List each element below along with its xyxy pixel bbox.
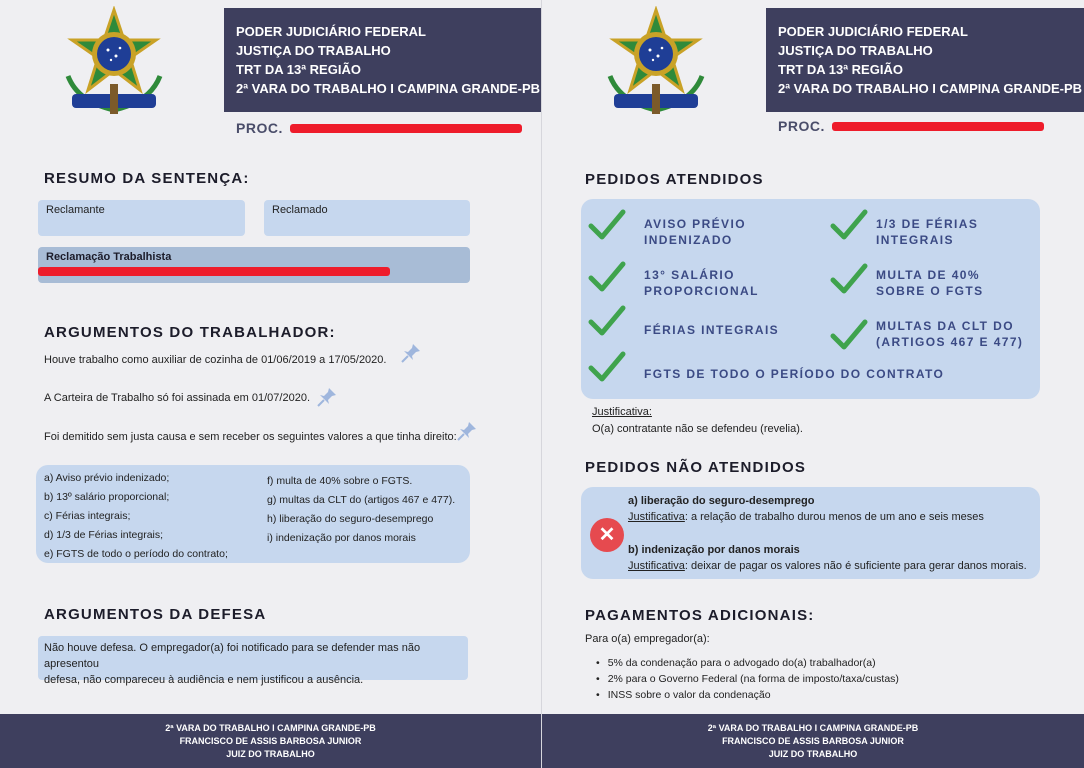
checkmark-icon: [588, 304, 626, 338]
checkmark-icon: [830, 318, 868, 352]
claim-item: b) 13º salário proporcional;: [44, 491, 170, 503]
header-line-4: 2ª VARA DO TRABALHO I CAMPINA GRANDE-PB: [778, 81, 1083, 96]
header-line-2: JUSTIÇA DO TRABALHO: [778, 43, 933, 58]
claim-item: a) Aviso prévio indenizado;: [44, 472, 170, 484]
case-type-field: [38, 247, 470, 283]
case-type-label: Reclamação Trabalhista: [46, 251, 172, 263]
granted-claim-line: 13° SALÁRIO: [644, 268, 735, 282]
granted-claim-line: SOBRE O FGTS: [876, 284, 984, 298]
claimant-label: Reclamante: [46, 204, 105, 216]
checkmark-icon: [588, 260, 626, 294]
justification-label: Justificativa:: [592, 406, 652, 418]
claim-item: d) 1/3 de Férias integrais;: [44, 529, 164, 541]
granted-claim-line: FGTS DE TODO O PERÍODO DO CONTRATO: [644, 367, 945, 381]
worker-arguments-title: ARGUMENTOS DO TRABALHADOR:: [44, 324, 336, 341]
claim-item: e) FGTS de todo o período do contrato;: [44, 548, 228, 560]
granted-claim-line: INDENIZADO: [644, 233, 733, 247]
footer-line-1: 2ª VARA DO TRABALHO I CAMPINA GRANDE-PB: [165, 723, 376, 733]
checkmark-icon: [588, 208, 626, 242]
justification-text: O(a) contratante não se defendeu (revelia).: [592, 423, 803, 435]
payment-item: • INSS sobre o valor da condenação: [596, 689, 771, 701]
granted-claim-label: [876, 267, 983, 299]
denied-claim-a-justification-label: Justificativa: [628, 511, 685, 523]
process-number-redaction: [832, 122, 1044, 131]
granted-claim-line: PROPORCIONAL: [644, 284, 759, 298]
denied-claim-b-title: b) indenização por danos morais: [628, 544, 800, 556]
pushpin-icon: [316, 386, 338, 408]
process-number-label: PROC.: [778, 118, 825, 134]
payments-intro: Para o(a) empregador(a):: [585, 633, 710, 645]
checkmark-icon: [830, 208, 868, 242]
footer-line-2: FRANCISCO DE ASSIS BARBOSA JUNIOR: [179, 736, 362, 746]
worker-argument-1: Houve trabalho como auxiliar de cozinha de 01/06/2019 a 17/05/2020.: [44, 354, 387, 366]
defense-text-line-2: defesa, não compareceu à audiência e nem justificou a ausência.: [44, 674, 364, 686]
additional-payments-title: PAGAMENTOS ADICIONAIS:: [585, 607, 815, 624]
footer: [542, 714, 1084, 768]
granted-claim-line: INTEGRAIS: [876, 233, 954, 247]
footer-line-1: 2ª VARA DO TRABALHO I CAMPINA GRANDE-PB: [707, 723, 919, 733]
granted-claim-line: (ARTIGOS 467 E 477): [876, 335, 1024, 349]
summary-title: RESUMO DA SENTENÇA:: [44, 170, 250, 187]
pushpin-icon: [456, 420, 478, 442]
granted-claim-label: [876, 318, 1023, 350]
defense-text-line-1: Não houve defesa. O empregador(a) foi notificado para se defender mas não apresentou: [44, 642, 421, 670]
case-type-redaction: [38, 267, 390, 276]
granted-claim-label: [876, 216, 978, 248]
granted-claim-line: 1/3 DE FÉRIAS: [876, 217, 979, 231]
granted-claim-label: [644, 267, 759, 299]
pushpin-icon: [400, 342, 422, 364]
header-line-1: PODER JUDICIÁRIO FEDERAL: [236, 24, 426, 39]
granted-claim-label: [644, 322, 779, 338]
brazil-coat-of-arms-icon: [58, 6, 170, 124]
court-header: [766, 8, 1084, 112]
cross-icon: ✕: [590, 518, 624, 552]
claimant-field: [38, 200, 245, 236]
granted-claim-line: MULTA DE 40%: [876, 268, 980, 282]
payment-item: • 2% para o Governo Federal (na forma de imposto/taxa/custas): [596, 673, 899, 685]
checkmark-icon: [588, 350, 626, 384]
claim-item: h) liberação do seguro-desemprego: [267, 513, 434, 525]
claim-item: c) Férias integrais;: [44, 510, 131, 522]
defense-arguments-title: ARGUMENTOS DA DEFESA: [44, 606, 267, 623]
worker-argument-2: A Carteira de Trabalho só foi assinada em 01/07/2020.: [44, 392, 311, 404]
granted-claim-line: AVISO PRÉVIO: [644, 217, 746, 231]
denied-claim-a-title: a) liberação do seguro-desemprego: [628, 495, 815, 507]
footer-line-3: JUIZ DO TRABALHO: [226, 749, 315, 759]
granted-claim-line: MULTAS DA CLT DO: [876, 319, 1014, 333]
process-number-label: PROC.: [236, 120, 283, 136]
worker-argument-3: Foi demitido sem justa causa e sem receber os seguintes valores a que tinha direito:: [44, 431, 457, 443]
claim-item: i) indenização por danos morais: [267, 532, 416, 544]
granted-claims-title: PEDIDOS ATENDIDOS: [585, 171, 764, 188]
denied-claim-a-justification: [628, 511, 984, 523]
header-line-4: 2ª VARA DO TRABALHO I CAMPINA GRANDE-PB: [236, 81, 541, 96]
header-line-3: TRT DA 13ª REGIÃO: [236, 62, 361, 77]
brazil-coat-of-arms-icon: [600, 6, 712, 124]
claim-item: f) multa de 40% sobre o FGTS.: [267, 475, 413, 487]
denied-claim-b-justification-label: Justificativa: [628, 560, 685, 572]
granted-claim-label: [644, 216, 746, 248]
denied-claim-b-justification: [628, 560, 1027, 572]
header-line-3: TRT DA 13ª REGIÃO: [778, 62, 903, 77]
footer-line-2: FRANCISCO DE ASSIS BARBOSA JUNIOR: [722, 736, 904, 746]
footer-line-3: JUIZ DO TRABALHO: [768, 749, 858, 759]
defendant-label: Reclamado: [272, 204, 328, 216]
denied-claim-a-justification-text: : a relação de trabalho durou menos de um ano e seis meses: [684, 511, 984, 523]
header-line-2: JUSTIÇA DO TRABALHO: [236, 43, 391, 58]
footer: [0, 714, 541, 768]
defense-text-box: [38, 636, 468, 686]
granted-claim-label: [644, 366, 944, 382]
process-number-redaction: [290, 124, 522, 133]
header-line-1: PODER JUDICIÁRIO FEDERAL: [778, 24, 968, 39]
checkmark-icon: [830, 262, 868, 296]
court-header: [224, 8, 542, 112]
payment-item: • 5% da condenação para o advogado do(a) trabalhador(a): [596, 657, 876, 669]
claim-item: g) multas da CLT do (artigos 467 e 477).: [267, 494, 456, 506]
denied-claim-b-justification-text: : deixar de pagar os valores não é suficiente para gerar danos morais.: [684, 560, 1027, 572]
granted-claim-line: FÉRIAS INTEGRAIS: [644, 323, 780, 337]
denied-claims-title: PEDIDOS NÃO ATENDIDOS: [585, 459, 807, 476]
defendant-field: [264, 200, 470, 236]
